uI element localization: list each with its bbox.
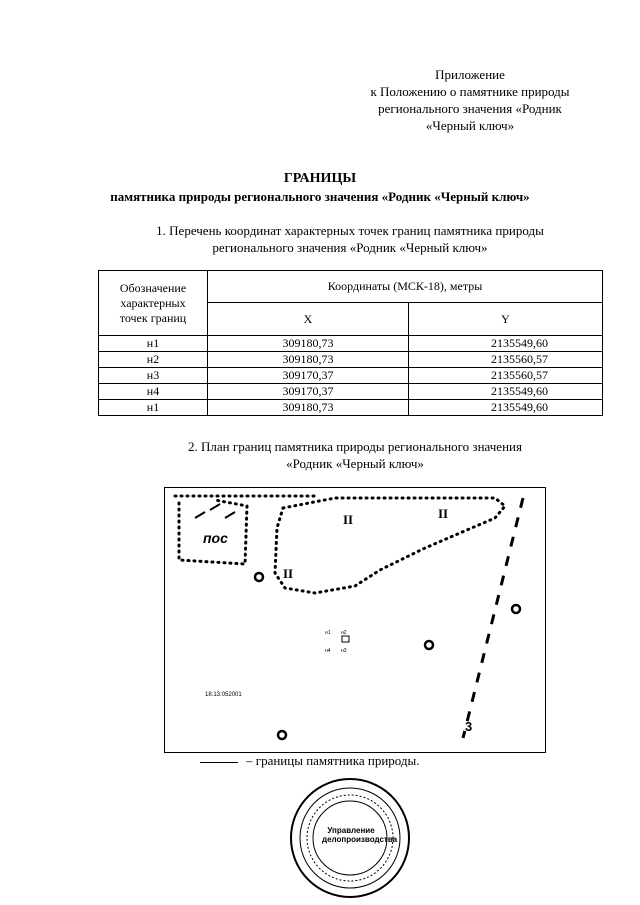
section-2-heading <box>0 438 640 472</box>
section-2-line: 2. План границ памятника природы регионального значения <box>188 439 522 454</box>
point-y: 2135549,60 <box>409 384 603 400</box>
header-coordinates: Координаты (МСК-18), метры <box>208 271 603 303</box>
point-name: н1 <box>99 336 208 352</box>
document-subtitle: памятника природы регионального значения «Родник «Черный ключ» <box>110 189 530 204</box>
annex-line: к Положению о памятнике природы <box>370 84 570 99</box>
plan-legend <box>200 752 420 769</box>
plan-svg <box>165 488 545 752</box>
header-point-designation <box>99 271 208 336</box>
natural-monument-boundary <box>342 636 349 642</box>
point-name: н2 <box>99 352 208 368</box>
label-ii: II <box>343 512 354 527</box>
point-name: н3 <box>99 368 208 384</box>
header-y: Y <box>409 303 603 336</box>
label-n1: н1 <box>325 630 331 636</box>
label-n3: н3 <box>341 648 347 654</box>
point-name: н1 <box>99 400 208 416</box>
dashed-line <box>463 498 523 738</box>
legend-text: – границы памятника природы. <box>246 753 420 768</box>
section-2-line: «Родник «Черный ключ» <box>286 456 424 471</box>
table-row <box>99 400 603 416</box>
point-x: 309180,73 <box>208 400 409 416</box>
section-1-line: регионального значения «Родник «Черный ключ» <box>212 240 488 255</box>
point-y: 2135549,60 <box>409 336 603 352</box>
document-title: ГРАНИЦЫ <box>283 171 357 186</box>
label-n4: н4 <box>325 648 331 654</box>
point-y: 2135560,57 <box>409 368 603 384</box>
point-name: н4 <box>99 384 208 400</box>
stamp-label-line: делопроизводства <box>322 835 398 844</box>
cadastral-quarter-label: 18:13:052001 <box>205 692 242 698</box>
stamp-label-line: Управление <box>327 826 375 835</box>
point-x: 309170,37 <box>208 384 409 400</box>
table-row <box>99 336 603 352</box>
map-circle <box>425 641 433 649</box>
section-1-line: 1. Перечень координат характерных точек границ памятника природы <box>156 223 544 238</box>
annex-header <box>350 66 590 134</box>
table-row <box>99 384 603 400</box>
header-left-line: Обозначение <box>119 280 187 295</box>
label-n2: н2 <box>341 630 347 636</box>
header-left-line: характерных <box>120 295 186 310</box>
table-row <box>99 352 603 368</box>
label-pos: пос <box>203 530 228 546</box>
hatch-line <box>195 512 205 518</box>
hatch-line <box>225 512 235 518</box>
header-left-line: точек границ <box>119 310 187 325</box>
table-row <box>99 368 603 384</box>
stamp-label <box>322 826 398 844</box>
annex-line: регионального значения «Родник <box>378 101 562 116</box>
legend-line-sample <box>200 762 238 763</box>
annex-line: «Черный ключ» <box>425 118 515 133</box>
annex-line: Приложение <box>435 67 505 82</box>
dotted-boundary <box>275 498 505 593</box>
label-ii: II <box>438 506 449 521</box>
label-ii: II <box>283 566 294 581</box>
header-x: X <box>208 303 409 336</box>
point-y: 2135549,60 <box>409 400 603 416</box>
map-circle <box>255 573 263 581</box>
point-y: 2135560,57 <box>409 352 603 368</box>
coordinates-table <box>98 270 603 416</box>
point-x: 309180,73 <box>208 352 409 368</box>
boundary-plan-map <box>164 487 546 753</box>
map-circle <box>278 731 286 739</box>
point-x: 309170,37 <box>208 368 409 384</box>
hatch-line <box>210 504 220 510</box>
section-1-heading <box>0 222 640 256</box>
label-three: 3 <box>465 719 473 734</box>
map-circle <box>512 605 520 613</box>
point-x: 309180,73 <box>208 336 409 352</box>
